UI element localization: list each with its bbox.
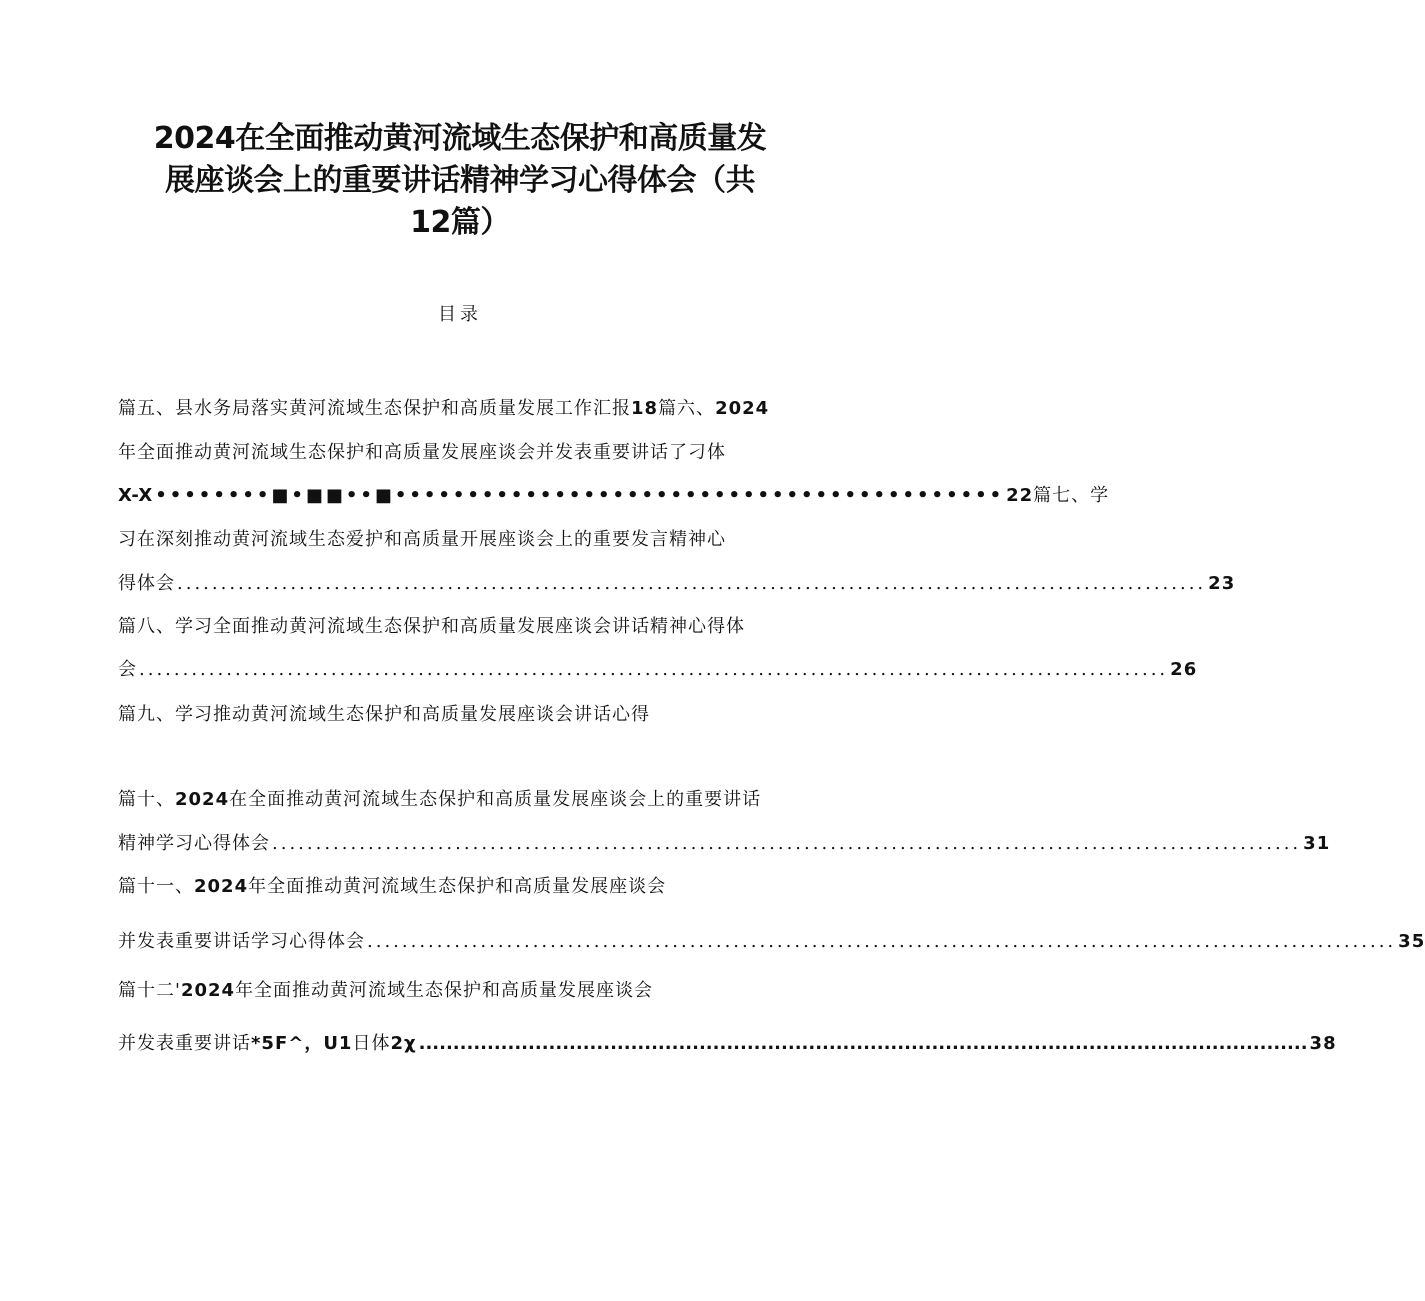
toc-line-8: 篇九、学习推动黄河流域生态保护和高质量发展座谈会讲话心得	[118, 704, 650, 725]
toc-entry-7-page: 23	[1208, 573, 1236, 594]
toc-line-4: 习在深刻推动黄河流域生态爱护和高质量开展座谈会上的重要发言精神心	[118, 529, 726, 550]
toc-line-10	[118, 831, 1331, 857]
toc-entry-12-garbled-2: 日体	[352, 1033, 391, 1054]
toc-line-13	[118, 978, 818, 1004]
toc-entry-12-page: 38	[1309, 1033, 1337, 1054]
toc-line-1	[118, 396, 818, 422]
toc-entry-6-leader: ••••••••■•■■••■••••••••••••••••••••••••••••••••••••••••••	[155, 485, 1005, 506]
title-line-1: 2024在全面推动黄河流域生态保护和高质量发	[153, 121, 767, 156]
toc-entry-11-year: 2024	[194, 876, 249, 897]
toc-entry-6-prefix: 篇六、	[658, 398, 716, 419]
title-line-3: 12篇）	[410, 205, 510, 240]
toc-line-14	[118, 1031, 1337, 1057]
toc-entry-11-prefix: 篇十一、	[118, 876, 194, 897]
toc-entry-6-garbled-prefix: X-X	[118, 485, 154, 506]
toc-entry-7-prefix: 篇七、学	[1033, 485, 1110, 506]
toc-entry-6-page: 22	[1006, 485, 1034, 506]
toc-entry-11-title: 年全面推动黄河流域生态保护和高质量发展座谈会	[248, 876, 667, 897]
toc-entry-12-prefix: 篇十二'	[118, 980, 181, 1001]
toc-line-3	[118, 483, 1110, 509]
toc-line-2: 年全面推动黄河流域生态保护和高质量发展座谈会并发表重要讲话了刁体	[118, 442, 726, 463]
toc-entry-12-garbled-1: *5F^，U1	[251, 1033, 353, 1054]
toc-line-12	[118, 929, 1425, 955]
toc-entry-10-title: 在全面推动黄河流域生态保护和高质量发展座谈会上的重要讲话	[229, 789, 762, 810]
toc-heading: 目录	[438, 304, 482, 325]
document-title	[100, 118, 820, 244]
toc-entry-11-leader: ......................................................................................................................	[367, 931, 1397, 952]
toc-entry-11-page: 35	[1398, 931, 1425, 952]
toc-line-11	[118, 874, 818, 900]
toc-entry-8-page: 26	[1170, 659, 1198, 680]
toc-entry-10-leader: ......................................................................................................................	[272, 833, 1302, 854]
toc-entry-8-leader: ......................................................................................................................	[139, 659, 1169, 680]
toc-entry-5-title: 篇五、县水务局落实黄河流域生态保护和高质量发展工作汇报	[118, 398, 631, 419]
toc-entry-5-page: 18	[631, 398, 659, 419]
toc-entry-7-leader: ......................................................................................................................	[177, 573, 1207, 594]
title-line-2: 展座谈会上的重要讲话精神学习心得体会（共	[165, 163, 755, 198]
toc-entry-10-title-end: 精神学习心得体会	[118, 833, 270, 854]
toc-line-6: 篇八、学习全面推动黄河流域生态保护和高质量发展座谈会讲话精神心得体	[118, 616, 745, 637]
toc-entry-11-title-end: 并发表重要讲话学习心得体会	[118, 931, 365, 952]
toc-entry-10-page: 31	[1303, 833, 1331, 854]
toc-line-7	[118, 657, 1198, 683]
toc-entry-12-garbled-3: 2χ	[390, 1033, 417, 1054]
toc-line-9	[118, 787, 818, 813]
toc-entry-12-leader: ..................................................................................................................................	[418, 1033, 1308, 1054]
toc-line-5	[118, 571, 1236, 597]
toc-entry-7-title-end: 得体会	[118, 573, 175, 594]
toc-entry-12-title: 年全面推动黄河流域生态保护和高质量发展座谈会	[235, 980, 654, 1001]
toc-entry-10-year: 2024	[175, 789, 230, 810]
toc-entry-12-year: 2024	[180, 980, 236, 1001]
toc-entry-8-title-end: 会	[118, 659, 137, 680]
toc-entry-10-prefix: 篇十、	[118, 789, 175, 810]
toc-entry-6-year: 2024	[715, 398, 770, 419]
toc-entry-12-title-end: 并发表重要讲话	[118, 1033, 251, 1054]
